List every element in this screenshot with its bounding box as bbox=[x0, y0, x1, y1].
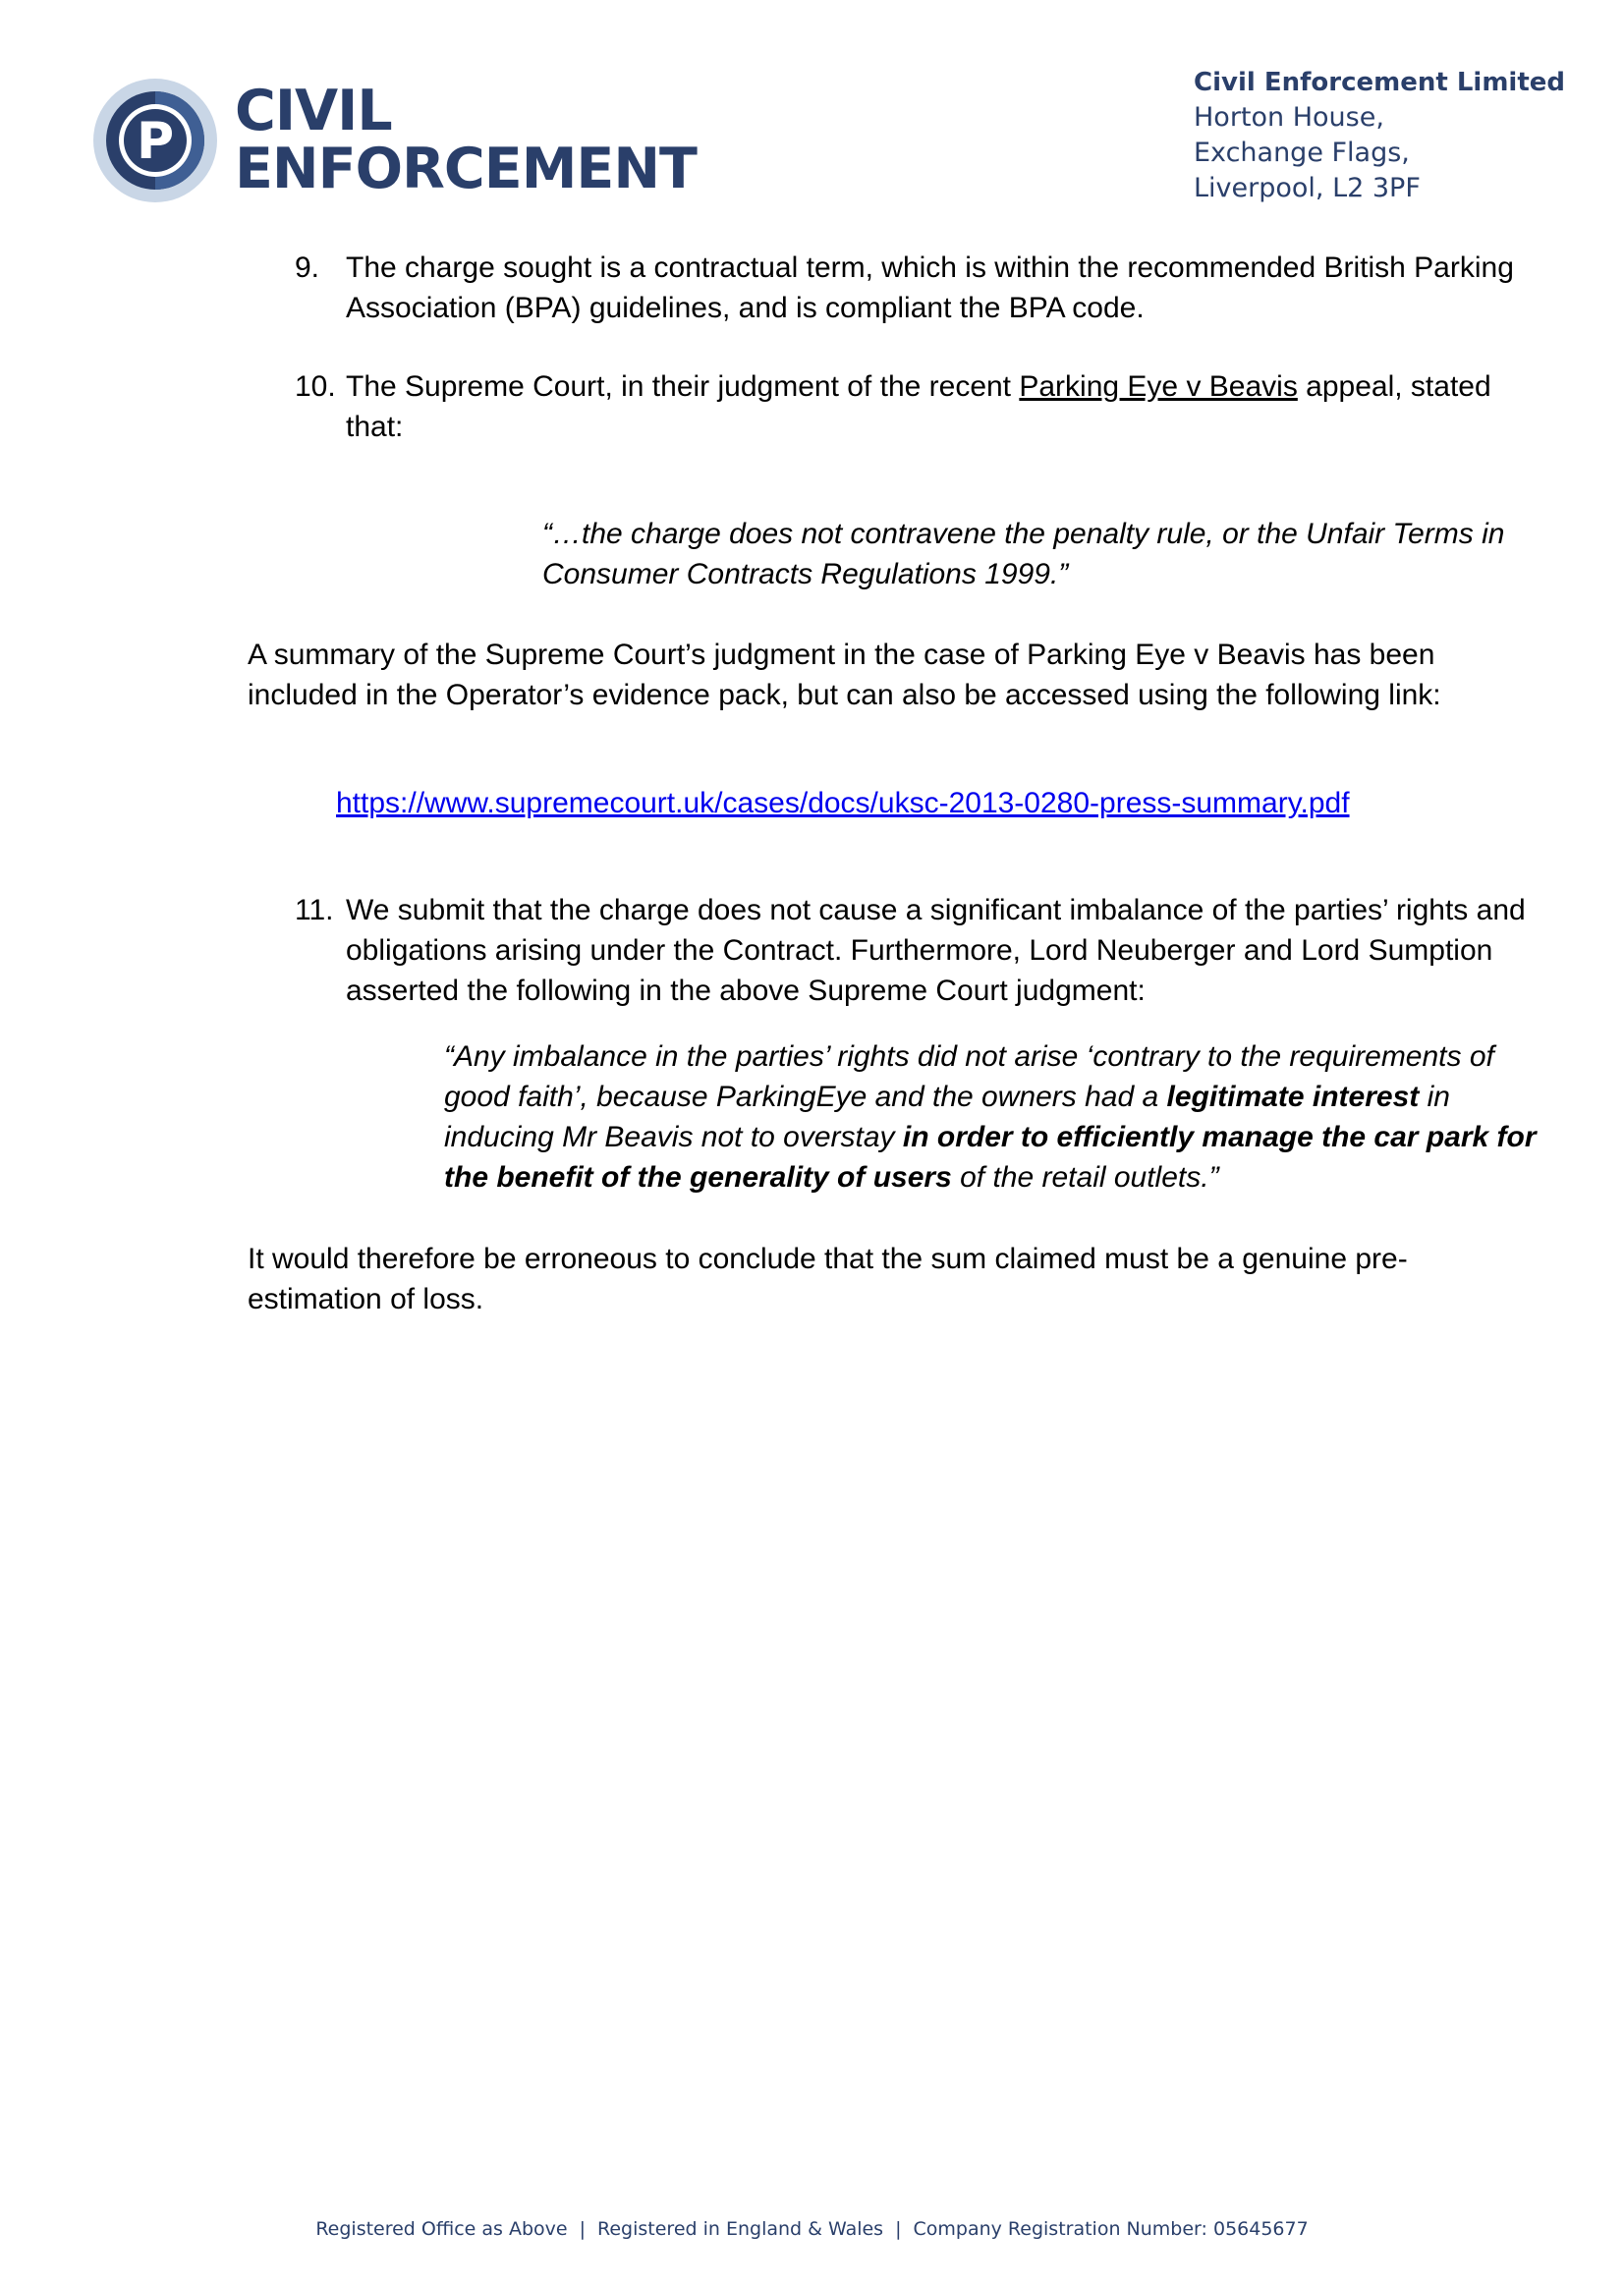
address-line-2: Exchange Flags, bbox=[1194, 138, 1410, 168]
point-number: 9. bbox=[295, 251, 320, 284]
quote-penalty-rule: “…the charge does not contravene the penalty rule, or the Unfair Terms in Consumer Contracts Regulations 1999.” bbox=[542, 518, 1505, 590]
point-number: 10. bbox=[295, 370, 336, 403]
company-name: Civil Enforcement Limited bbox=[1194, 68, 1566, 97]
link-paragraph bbox=[336, 783, 1515, 823]
logo-line-1: CIVIL bbox=[235, 79, 392, 143]
numbered-point-10 bbox=[295, 366, 1542, 447]
logo-letter: P bbox=[136, 112, 175, 171]
conclusion-paragraph: It would therefore be erroneous to conclude that the sum claimed must be a genuine pre-estimation of loss. bbox=[248, 1243, 1408, 1315]
point-number: 11. bbox=[295, 894, 334, 926]
case-name: Parking Eye v Beavis bbox=[1019, 370, 1298, 403]
quote-legitimate-interest: “Any imbalance in the parties’ rights did not arise ‘contrary to the requirements of good faith’, because ParkingEye and the owners had a legitimate interest in inducing Mr Beavis not to overstay in order to efficiently manage the car park for the benefit of the generality of users of the retail outlets.” bbox=[444, 1040, 1537, 1194]
logo-line-2: ENFORCEMENT bbox=[235, 137, 697, 201]
point-text: The charge sought is a contractual term, which is within the recommended British Parking Association (BPA) guidelines, and is compliant the BPA code. bbox=[346, 251, 1514, 324]
supreme-court-summary-link[interactable]: https://www.supremecourt.uk/cases/docs/uksc-2013-0280-press-summary.pdf bbox=[336, 787, 1350, 819]
footer-registered-office: Registered Office as Above bbox=[315, 2218, 568, 2240]
company-address bbox=[1194, 65, 1565, 206]
numbered-point-11 bbox=[295, 890, 1542, 1011]
company-logo bbox=[91, 77, 697, 204]
summary-paragraph: A summary of the Supreme Court’s judgment in the case of Parking Eye v Beavis has been included in the Operator’s evidence pack, but can also be accessed using the following link: bbox=[248, 639, 1441, 711]
footer: Registered Office as Above | Registered in England & Wales | Company Registration Number: 05645677 bbox=[315, 2218, 1309, 2240]
point-text: The Supreme Court, in their judgment of the recent Parking Eye v Beavis appeal, stated that: bbox=[346, 370, 1491, 443]
parking-p-icon bbox=[91, 77, 219, 204]
address-line-3: Liverpool, L2 3PF bbox=[1194, 173, 1421, 203]
footer-registration-number: Company Registration Number: 05645677 bbox=[913, 2218, 1309, 2240]
address-line-1: Horton House, bbox=[1194, 102, 1384, 133]
point-text: We submit that the charge does not cause a significant imbalance of the parties’ rights and obligations arising under the Contract. Furthermore, Lord Neuberger and Lord Sumption asserted the following in the above Supreme Court judgment: bbox=[346, 894, 1526, 1007]
numbered-point-9 bbox=[295, 248, 1542, 328]
footer-registered-country: Registered in England & Wales bbox=[597, 2218, 884, 2240]
